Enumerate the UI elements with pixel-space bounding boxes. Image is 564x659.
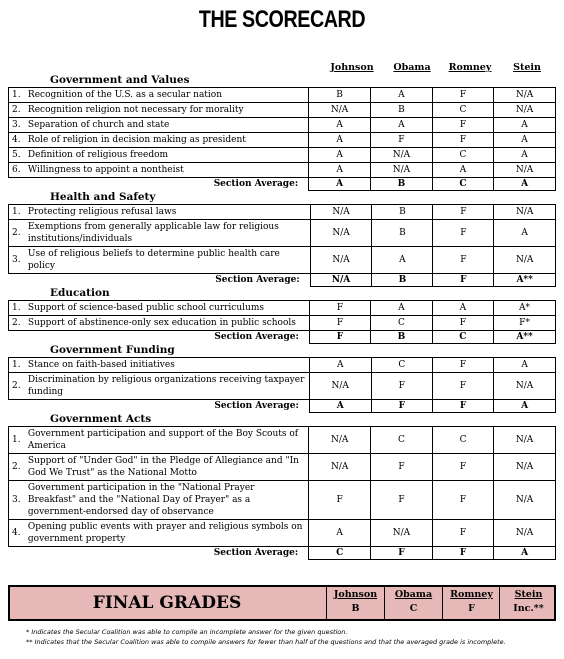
section-title: Government Acts	[50, 413, 152, 425]
grade-cell: F	[432, 454, 493, 481]
grade-cell: C	[432, 427, 493, 454]
row-description: Government participation in the "National Prayer Breakfast" and the "National Day of Prayer" as a government-endorsed day of observance	[25, 481, 309, 520]
grade-cell: N/A	[309, 454, 371, 481]
section-average-grade: B	[371, 331, 432, 344]
grade-cell: B	[372, 205, 433, 220]
section-table	[8, 357, 556, 413]
grade-cell: F	[370, 133, 432, 148]
grade-cell: A	[370, 118, 432, 133]
grade-cell: A	[494, 148, 556, 163]
grade-cell: F	[433, 247, 494, 274]
table-row	[9, 205, 556, 220]
section-average-grade: B	[372, 274, 433, 287]
section-average-grade: C	[432, 178, 493, 191]
grade-cell: N/A	[494, 103, 556, 118]
grade-cell: N/A	[309, 373, 371, 400]
grade-cell: C	[432, 148, 493, 163]
section-average-grade: A	[309, 400, 371, 413]
grade-cell: F	[371, 454, 433, 481]
section-title: Government and Values	[50, 74, 190, 86]
row-number: 2.	[9, 220, 25, 247]
table-row	[9, 481, 556, 520]
grade-cell: N/A	[494, 481, 556, 520]
table-row	[9, 454, 556, 481]
grade-cell: N/A	[494, 373, 556, 400]
section-average-grade: A	[494, 178, 556, 191]
grade-cell: F	[432, 118, 493, 133]
table-row	[9, 247, 556, 274]
row-description: Recognition religion not necessary for morality	[25, 103, 309, 118]
grade-cell: F	[432, 316, 493, 331]
grade-cell: B	[370, 103, 432, 118]
row-number: 1.	[9, 301, 25, 316]
section-average-row	[9, 547, 556, 560]
section-average-grade: B	[370, 178, 432, 191]
row-description: Support of "Under God" in the Pledge of Allegiance and "In God We Trust" as the National Motto	[25, 454, 309, 481]
grade-cell: A	[309, 358, 371, 373]
row-number: 2.	[9, 103, 25, 118]
grade-cell: A	[432, 163, 493, 178]
table-row	[9, 118, 556, 133]
table-row	[9, 88, 556, 103]
grade-cell: F	[432, 481, 493, 520]
section-average-grade: F	[433, 274, 494, 287]
grade-cell: A	[371, 301, 432, 316]
row-number: 1.	[9, 88, 25, 103]
grade-cell: F	[433, 205, 494, 220]
grade-cell: A	[309, 133, 371, 148]
row-description: Exemptions from generally applicable law for religious institutions/individuals	[25, 220, 310, 247]
section-table	[8, 87, 556, 191]
table-row	[9, 301, 556, 316]
grade-cell: C	[371, 358, 432, 373]
section-average-grade: C	[309, 547, 371, 560]
grade-cell: F	[432, 520, 493, 547]
row-number: 6.	[9, 163, 25, 178]
table-row	[9, 520, 556, 547]
section-average-label: Section Average:	[213, 179, 299, 190]
row-number: 4.	[9, 520, 25, 547]
table-row	[9, 220, 556, 247]
final-grade-romney: Romney F	[442, 587, 500, 619]
footnote: ** Indicates that the Secular Coalition was able to compile answers for fewer than half of the questions and that the averaged grade is incomplete.	[26, 638, 506, 646]
grade-cell: F	[432, 88, 493, 103]
grade-cell: F*	[494, 316, 556, 331]
grade-cell: C	[432, 103, 493, 118]
row-number: 3.	[9, 247, 25, 274]
final-grade-obama: Obama C	[384, 587, 442, 619]
table-row	[9, 148, 556, 163]
table-row	[9, 103, 556, 118]
section-title: Education	[50, 287, 110, 299]
section-average-row	[9, 274, 556, 287]
section-average-label: Section Average:	[214, 332, 299, 343]
section-average-grade: A	[309, 178, 371, 191]
grade-cell: A	[309, 520, 371, 547]
table-row	[9, 373, 556, 400]
grade-cell: A	[372, 247, 433, 274]
footnotes	[26, 627, 506, 647]
row-number: 3.	[9, 481, 25, 520]
grade-cell: F	[371, 373, 432, 400]
grade-cell: F	[371, 481, 433, 520]
grade-cell: B	[372, 220, 433, 247]
section-average-grade: A**	[494, 274, 556, 287]
row-description: Stance on faith-based initiatives	[25, 358, 309, 373]
grade-cell: N/A	[494, 205, 556, 220]
table-row	[9, 427, 556, 454]
grade-cell: F	[432, 133, 493, 148]
grade-cell: C	[371, 316, 432, 331]
section-average-label: Section Average:	[215, 275, 300, 286]
row-number: 2.	[9, 316, 25, 331]
row-description: Discrimination by religious organizations receiving taxpayer funding	[25, 373, 309, 400]
section-average-label: Section Average:	[213, 548, 299, 559]
grade-cell: A	[370, 88, 432, 103]
row-description: Role of religion in decision making as president	[25, 133, 309, 148]
row-number: 1.	[9, 427, 25, 454]
scorecard	[8, 64, 556, 560]
section-table	[8, 300, 556, 344]
row-description: Opening public events with prayer and religious symbols on government property	[25, 520, 309, 547]
grade-cell: F	[432, 358, 493, 373]
section-table	[8, 204, 556, 287]
section-average-grade: N/A	[310, 274, 372, 287]
section-table	[8, 426, 556, 560]
section-average-row	[9, 331, 556, 344]
column-header-stein: Stein	[513, 62, 541, 73]
row-description: Support of science-based public school curriculums	[25, 301, 309, 316]
row-number: 5.	[9, 148, 25, 163]
grade-cell: A*	[494, 301, 556, 316]
section-average-label: Section Average:	[214, 401, 299, 412]
section-average-grade: C	[432, 331, 493, 344]
grade-cell: F	[433, 220, 494, 247]
final-grade-stein: Stein Inc.**	[499, 587, 557, 619]
section-average-grade: A	[494, 400, 556, 413]
section-average-grade: F	[309, 331, 370, 344]
grade-cell: A	[309, 163, 371, 178]
row-description: Protecting religious refusal laws	[25, 205, 310, 220]
section-average-grade: A	[494, 547, 556, 560]
grade-cell: N/A	[309, 103, 371, 118]
grade-cell: N/A	[494, 520, 556, 547]
row-number: 2.	[9, 454, 25, 481]
section-average-grade: F	[432, 547, 493, 560]
grade-cell: N/A	[494, 247, 556, 274]
section-average-grade: F	[371, 400, 432, 413]
row-description: Use of religious beliefs to determine public health care policy	[25, 247, 310, 274]
row-description: Support of abstinence-only sex education in public schools	[25, 316, 309, 331]
grade-cell: N/A	[371, 520, 433, 547]
column-header-romney: Romney	[448, 62, 492, 73]
grade-cell: N/A	[310, 220, 372, 247]
table-row	[9, 163, 556, 178]
grade-cell: A	[494, 133, 556, 148]
grade-cell: N/A	[370, 148, 432, 163]
row-description: Separation of church and state	[25, 118, 309, 133]
grade-cell: B	[309, 88, 371, 103]
grade-cell: N/A	[310, 247, 372, 274]
table-row	[9, 358, 556, 373]
column-header-obama: Obama	[393, 62, 431, 73]
grade-cell: N/A	[494, 88, 556, 103]
grade-cell: A	[494, 358, 556, 373]
page-title: THE SCORECARD	[198, 6, 366, 33]
row-number: 4.	[9, 133, 25, 148]
row-description: Definition of religious freedom	[25, 148, 309, 163]
section-title: Government Funding	[50, 344, 175, 356]
grade-cell: N/A	[494, 163, 556, 178]
section-average-row	[9, 400, 556, 413]
row-description: Recognition of the U.S. as a secular nation	[25, 88, 309, 103]
final-grade-johnson: Johnson B	[326, 587, 384, 619]
section-average-grade: F	[432, 400, 493, 413]
grade-cell: F	[309, 316, 370, 331]
grade-cell: A	[494, 220, 556, 247]
row-number: 1.	[9, 358, 25, 373]
grade-cell: A	[309, 148, 371, 163]
grade-cell: F	[432, 373, 493, 400]
grade-cell: N/A	[310, 205, 372, 220]
row-number: 2.	[9, 373, 25, 400]
grade-cell: A	[309, 118, 371, 133]
grade-cell: A	[494, 118, 556, 133]
final-grades-label: FINAL GRADES	[92, 593, 242, 613]
table-row	[9, 316, 556, 331]
grade-cell: F	[309, 301, 370, 316]
section-average-grade: F	[371, 547, 433, 560]
section-average-grade: A**	[494, 331, 556, 344]
table-row	[9, 133, 556, 148]
section-average-row	[9, 178, 556, 191]
grade-cell: F	[309, 481, 371, 520]
row-description: Government participation and support of the Boy Scouts of America	[25, 427, 309, 454]
final-grades-bar	[8, 585, 556, 621]
grade-cell: C	[371, 427, 433, 454]
grade-cell: N/A	[494, 427, 556, 454]
column-header-johnson: Johnson	[330, 62, 374, 73]
footnote: * Indicates the Secular Coalition was able to compile an incomplete answer for the given question.	[26, 628, 348, 636]
grade-cell: A	[432, 301, 493, 316]
grade-cell: N/A	[309, 427, 371, 454]
grade-cell: N/A	[494, 454, 556, 481]
row-number: 1.	[9, 205, 25, 220]
row-description: Willingness to appoint a nontheist	[25, 163, 309, 178]
section-title: Health and Safety	[50, 191, 156, 203]
grade-cell: N/A	[370, 163, 432, 178]
row-number: 3.	[9, 118, 25, 133]
